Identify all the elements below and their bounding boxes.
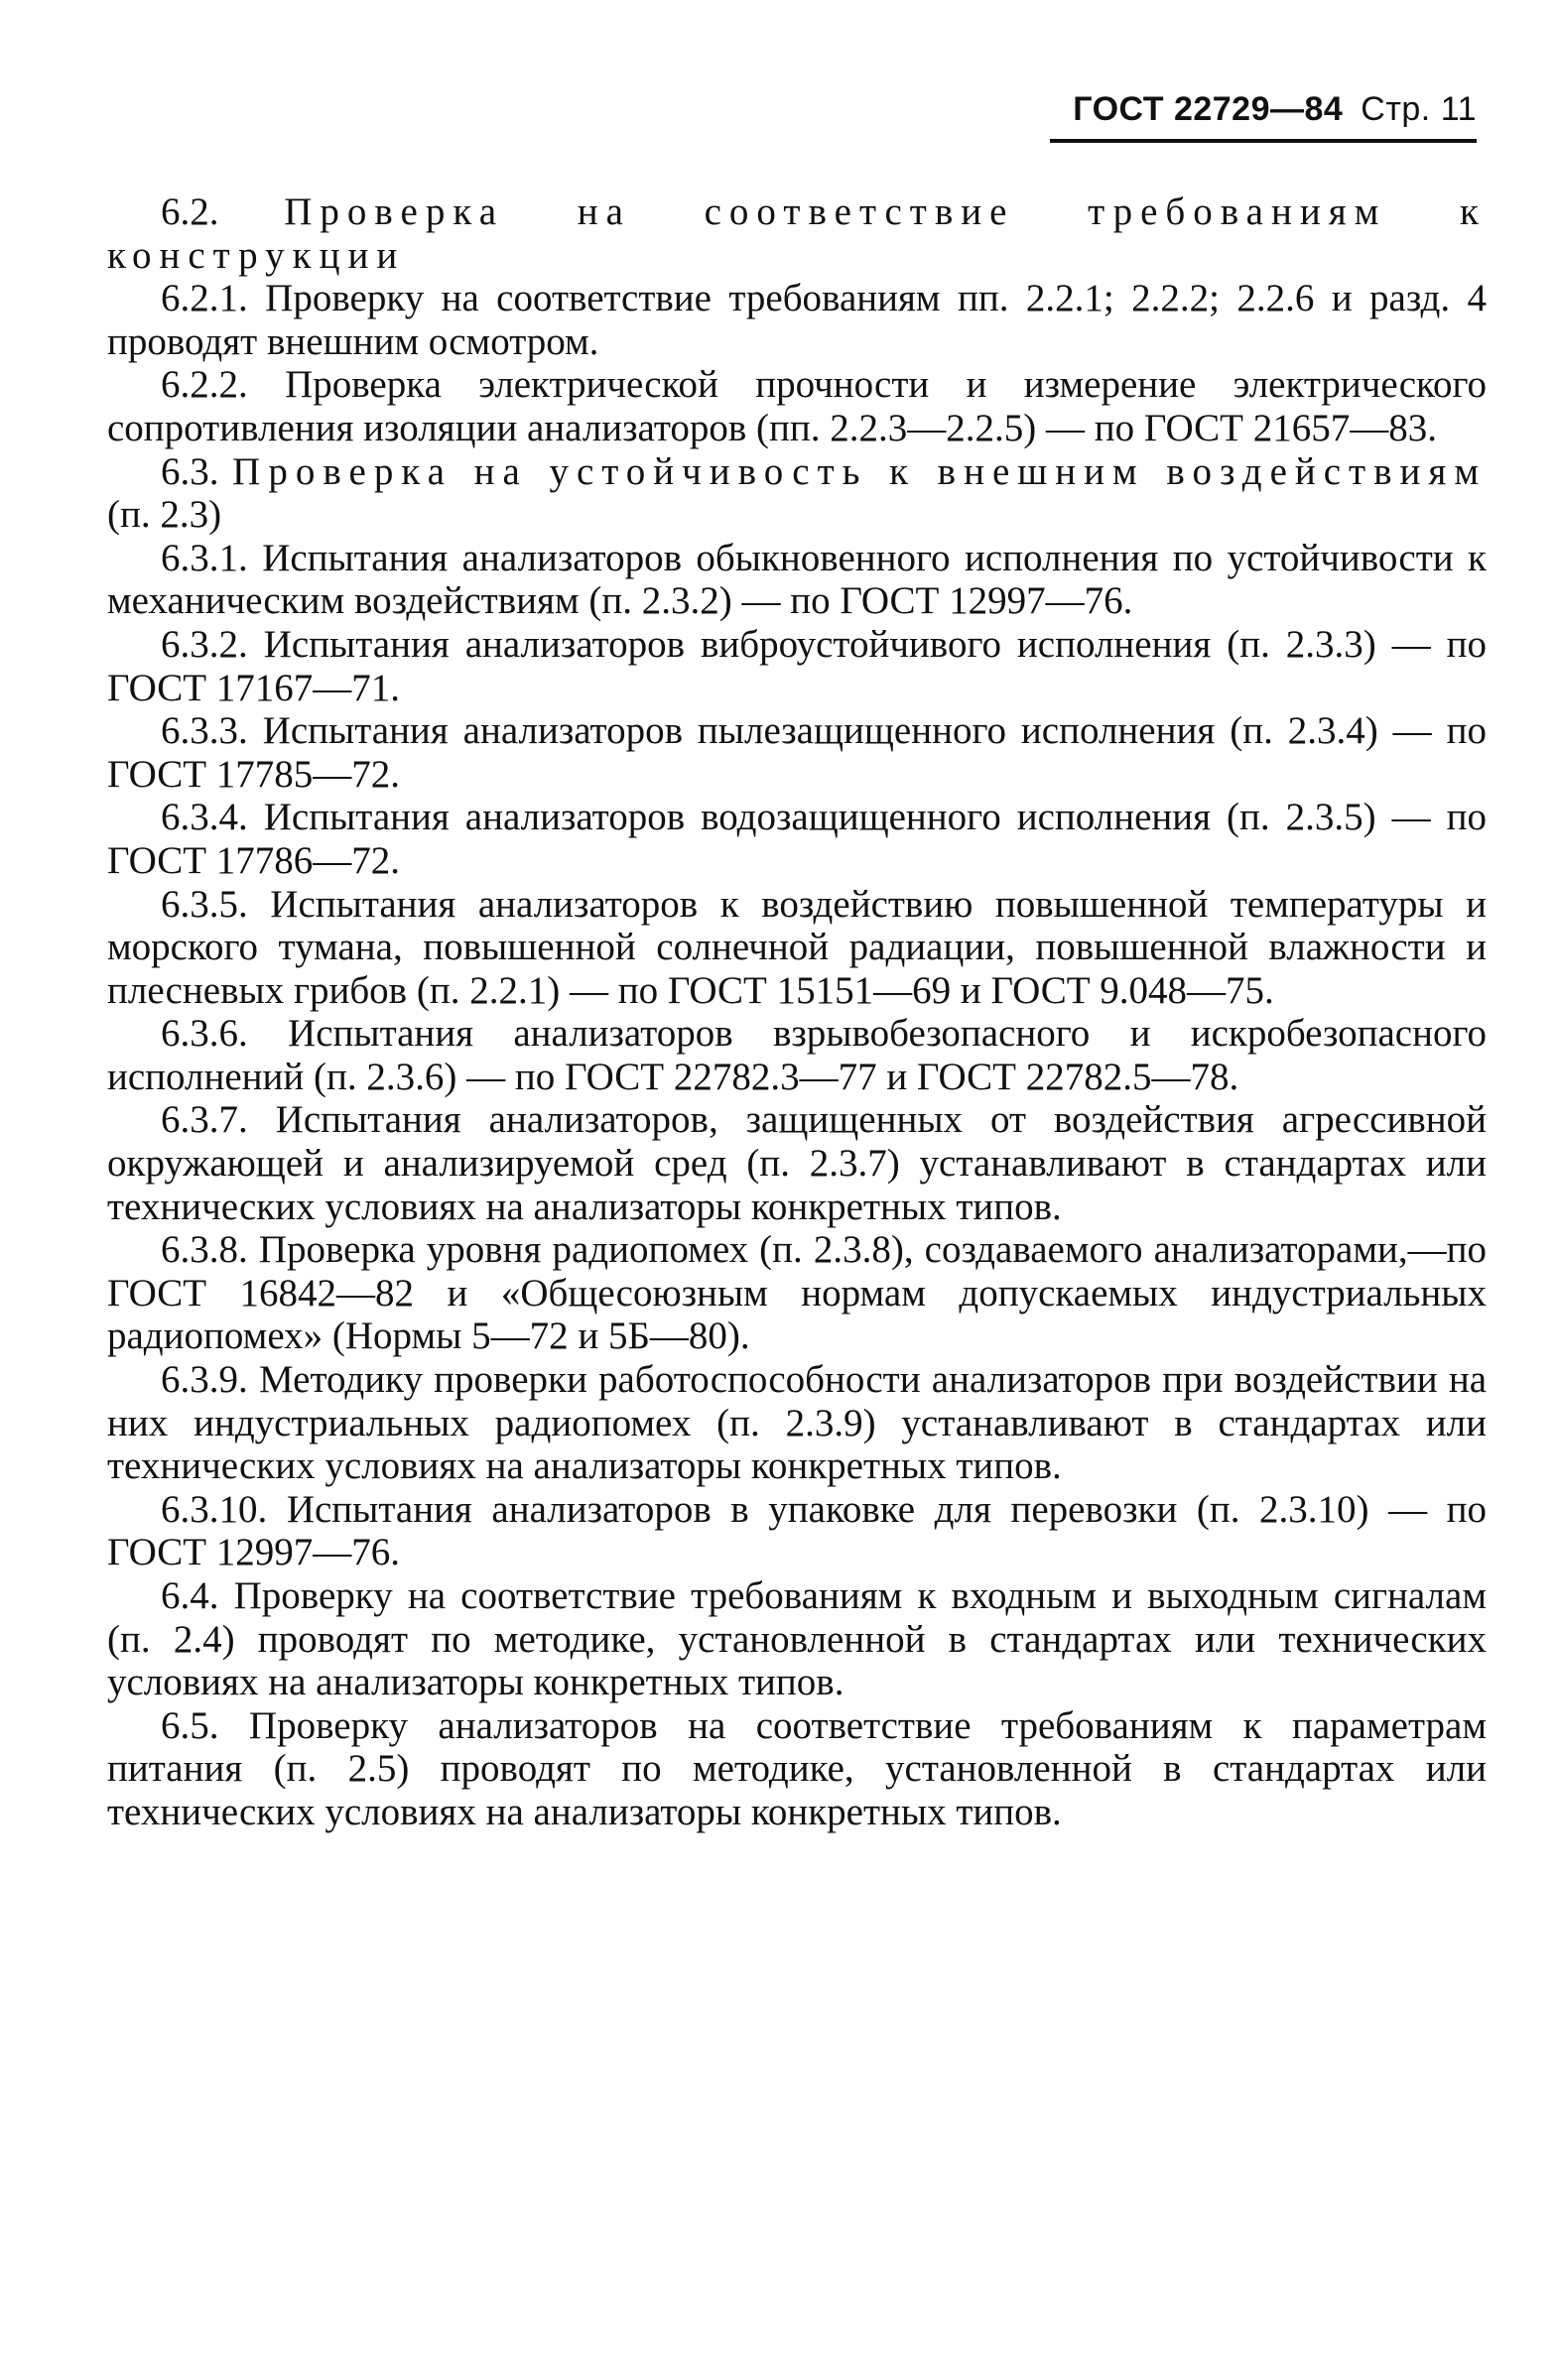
paragraph <box>107 796 1487 882</box>
paragraph-text: Испытания анализаторов взрывобезопасного и искробезопасного исполнений (п. 2.3.6) — по ГОСТ 22782.3—77 и ГОСТ 22782.5—78. <box>107 1012 1488 1098</box>
section-number: 6.3.7. <box>161 1098 248 1142</box>
document-body <box>107 190 1487 1834</box>
section-number: 6.2.1. <box>161 277 248 320</box>
paragraph-text: Проверку на соответствие требованиям к входным и выходным сигналам (п. 2.4) проводят по методике, установленной в стандартах или технических условиях на анализаторы конкретных типов. <box>107 1574 1488 1704</box>
section-title: Проверка на устойчивость к внешним воздействиям <box>232 449 1488 493</box>
paragraph <box>107 1574 1487 1704</box>
section-number: 6.5. <box>161 1703 219 1747</box>
standard-number: ГОСТ 22729—84 <box>1073 90 1344 128</box>
paragraph-text: Испытания анализаторов в упаковке для перевозки (п. 2.3.10) — по ГОСТ 12997—76. <box>107 1487 1488 1574</box>
paragraph <box>107 1704 1487 1834</box>
page-number: Стр. 11 <box>1361 90 1477 128</box>
paragraph-text: Испытания анализаторов обыкновенного исполнения по устойчивости к механическим воздействиям (п. 2.3.2) — по ГОСТ 12997—76. <box>107 536 1487 623</box>
section-reference: (п. 2.3) <box>107 493 222 537</box>
section-number: 6.3.4. <box>161 796 248 839</box>
paragraph-text: Проверка электрической прочности и измерение электрического сопротивления изоляции анализаторов (пп. 2.2.3—2.2.5) — по ГОСТ 21657—83. <box>107 363 1488 449</box>
paragraph-text: Проверка уровня радиопомех (п. 2.3.8), создаваемого анализаторами,—по ГОСТ 16842—82 и «Общесоюзным нормам допускаемых индустриальных радиопомех» (Нормы 5—72 и 5Б—80). <box>107 1228 1487 1358</box>
paragraph <box>107 1228 1487 1358</box>
paragraph <box>107 1488 1487 1574</box>
page-header <box>1020 85 1477 133</box>
paragraph <box>107 1012 1487 1098</box>
section-heading <box>107 190 1487 277</box>
paragraph <box>107 537 1487 623</box>
section-number: 6.3.2. <box>161 622 248 666</box>
section-number: 6.3. <box>161 449 219 493</box>
paragraph <box>107 363 1487 449</box>
paragraph <box>107 1358 1487 1488</box>
section-heading <box>107 450 1487 537</box>
section-number: 6.2. <box>161 190 219 233</box>
paragraph <box>107 277 1487 363</box>
paragraph <box>107 623 1487 709</box>
section-number: 6.4. <box>161 1574 219 1617</box>
section-number: 6.3.9. <box>161 1358 248 1402</box>
paragraph-text: Испытания анализаторов к воздействию повышенной температуры и морского тумана, повышенной солнечной радиации, повышенной влажности и плесневых грибов (п. 2.2.1) — по ГОСТ 15151—69 и ГОСТ 9.048—75. <box>107 882 1487 1012</box>
section-number: 6.3.3. <box>161 709 248 753</box>
section-title: Проверка на соответствие требованиям к конструкции <box>107 190 1487 277</box>
paragraph-text: Методику проверки работоспособности анализаторов при воздействии на них индустриальных радиопомех (п. 2.3.9) устанавливают в стандартах или технических условиях на анализаторы конкретных типов. <box>107 1358 1488 1488</box>
paragraph-text: Испытания анализаторов пылезащищенного исполнения (п. 2.3.4) — по ГОСТ 17785—72. <box>107 709 1487 796</box>
section-number: 6.3.1. <box>161 536 248 579</box>
paragraph-text: Испытания анализаторов виброустойчивого исполнения (п. 2.3.3) — по ГОСТ 17167—71. <box>107 622 1488 709</box>
paragraph-text: Проверку на соответствие требованиям пп. 2.2.1; 2.2.2; 2.2.6 и разд. 4 проводят внешним осмотром. <box>107 277 1487 363</box>
paragraph <box>107 1098 1487 1228</box>
paragraph-text: Испытания анализаторов, защищенных от воздействия агрессивной окружающей и анализируемой сред (п. 2.3.7) устанавливают в стандартах или технических условиях на анализаторы конкретных типов. <box>107 1098 1488 1228</box>
paragraph <box>107 883 1487 1013</box>
header-rule <box>1050 139 1477 143</box>
section-number: 6.3.10. <box>161 1487 268 1531</box>
section-number: 6.2.2. <box>161 363 248 407</box>
paragraph-text: Проверку анализаторов на соответствие требованиям к параметрам питания (п. 2.5) проводят по методике, установленной в стандартах или технических условиях на анализаторы конкретных типов. <box>107 1703 1487 1833</box>
paragraph <box>107 709 1487 796</box>
section-number: 6.3.5. <box>161 882 248 926</box>
section-number: 6.3.8. <box>161 1228 248 1272</box>
section-number: 6.3.6. <box>161 1012 248 1056</box>
paragraph-text: Испытания анализаторов водозащищенного исполнения (п. 2.3.5) — по ГОСТ 17786—72. <box>107 796 1487 882</box>
